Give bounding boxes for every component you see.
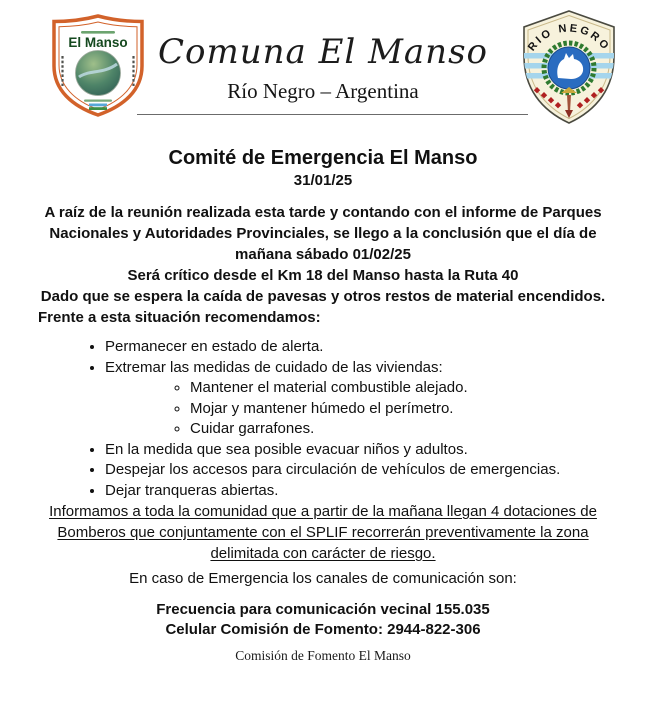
recommendation-item: • Despejar los accesos para circulación de vehículos de emergencias. (105, 460, 608, 481)
critical-zone-line: Será crítico desde el Km 18 del Manso hasta la Ruta 40 (127, 267, 519, 284)
channels-intro: En caso de Emergencia los canales de comunicación son: (129, 570, 517, 587)
radio-frequency-line: Frecuencia para comunicación vecinal 155.035 (156, 601, 490, 618)
intro-section (38, 202, 608, 307)
document-date: 31/01/25 (293, 172, 353, 189)
crest-arc-title: RIO NEGRO (525, 22, 613, 54)
flag-bar-blue (89, 104, 107, 107)
recommendations-heading: Frente a esta situación recomendamos: (38, 309, 321, 326)
el-manso-crest-logo (48, 14, 148, 123)
letterhead (0, 0, 646, 130)
phone-number-line: Celular Comisión de Fomento: 2944-822-306 (165, 621, 481, 638)
crest-caption-mark (84, 100, 112, 102)
flag-bar-green (89, 107, 107, 110)
firefighters-notice: Informamos a toda la comunidad que a partir de la mañana llegan 4 dotaciones de Bomberos que conjuntamente con el SPLIF recorrerán preventivamente la zona delimitada con carácter de riesgo. (49, 503, 597, 562)
recommendation-sub-list (105, 378, 608, 440)
org-location: Río Negro – Argentina (227, 79, 419, 103)
crest-motto-mark (81, 31, 115, 34)
recommendation-sub-item: ◦ Cuidar garrafones. (190, 419, 608, 440)
intro-paragraph: A raíz de la reunión realizada esta tarde y contando con el informe de Parques Nacionales y Autoridades Provinciales, se llego a la conclusión que el día de mañana sábado 01/02/25 (44, 204, 602, 263)
recommendation-item: • Dejar tranqueras abiertas. (105, 481, 608, 502)
footer-signature: Comisión de Fomento El Manso (235, 648, 411, 663)
recommendation-sub-item: ◦ Mantener el material combustible alejado. (190, 378, 608, 399)
recommendation-item: • Extremar las medidas de cuidado de las viviendas: ◦ Mantener el material combustible alejado. ◦ Mojar y mantener húmedo el perímetro. ◦ Cuidar garrafones. (105, 358, 608, 440)
crest-title-text: El Manso (68, 35, 128, 50)
org-name-script: Comuna El Manso (158, 32, 488, 72)
recommendations-list (38, 337, 608, 501)
document-title: Comité de Emergencia El Manso (168, 147, 478, 169)
landscape-photo-circle (76, 51, 121, 96)
recommendation-item: • En la medida que sea posible evacuar niños y adultos. (105, 440, 608, 461)
letterhead-titles (150, 32, 496, 104)
rio-negro-shield-icon (513, 8, 625, 128)
header-divider (137, 114, 528, 115)
rio-negro-crest-logo (513, 8, 625, 133)
document-body (0, 147, 646, 664)
el-manso-shield-icon (48, 14, 148, 118)
pavesas-warning-line: Dado que se espera la caída de pavesas y otros restos de material encendidos. (40, 288, 606, 305)
contact-lines (38, 600, 608, 640)
recommendation-sub-item: ◦ Mojar y mantener húmedo el perímetro. (190, 399, 608, 420)
recommendation-item: • Permanecer en estado de alerta. (105, 337, 608, 358)
